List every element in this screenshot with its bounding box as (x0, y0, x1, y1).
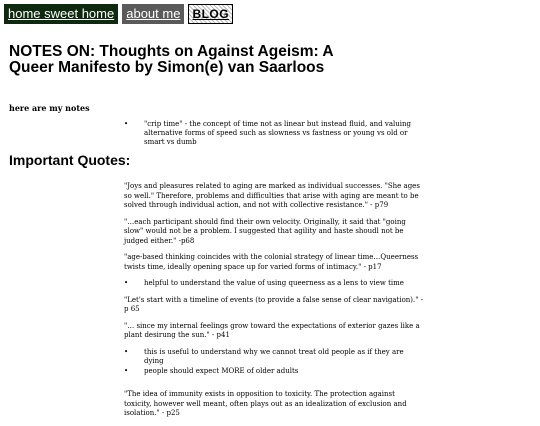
quote-note-item: • people should expect MORE of older adults (124, 367, 424, 377)
page-title: NOTES ON: Thoughts on Against Ageism: A Queer Manifesto by Simon(e) van Saarloos (9, 43, 334, 76)
nav-about-link[interactable]: about me (122, 4, 184, 24)
quote-note-item: • this is useful to understand why we cannot treat old people as if they are dying (124, 348, 424, 367)
notes-list (124, 120, 424, 147)
note-item: • "crip time" - the concept of time not as linear but instead fluid, and valuing alternative forms of speed such as slowness vs fastness or young vs old or smart vs dumb (124, 120, 424, 147)
quote-text: "Let's start with a timeline of events (to provide a false sense of clear navigation)." - p 65 (124, 295, 424, 313)
quote-text: "… since my internal feelings grow toward the expectations of exterior gazes like a plant desirung the sun." - p41 (124, 321, 420, 339)
nav-home-link[interactable]: home sweet home (4, 4, 118, 24)
quotes-list (124, 182, 424, 426)
quote-text: "age-based thinking coincides with the colonial strategy of linear time…Queerness twists time, ideally opening space up for varied forms of intimacy." - p17 (124, 253, 419, 271)
quote-text: "…each participant should find their own velocity. Originally, it said that "going slow" would not be a problem. I suggested that agility and haste shoudl not be judged either." -p68 (124, 217, 406, 245)
nav-blog-link[interactable]: BLOG (188, 4, 233, 24)
quote-notes (124, 348, 424, 377)
quote-text: "The idea of immunity exists in opposition to toxicity. The protection against toxicity, however well meant, often plays out as an idealization of exclusion and isolation." - p25 (124, 390, 407, 417)
intro-text: here are my notes (9, 103, 90, 113)
top-nav (4, 4, 233, 24)
quote-notes (124, 279, 424, 289)
quote-note-item: • helpful to understand the value of using queerness as a lens to view time (124, 279, 424, 289)
section-title: Important Quotes: (9, 152, 131, 168)
quote-text: "Joys and pleasures related to aging are marked as individual successes. "She ages so well." Therefore, problems and difficulties that arise with aging are meant to be solved through individual action, and not with collective resistance." - p79 (124, 182, 420, 209)
